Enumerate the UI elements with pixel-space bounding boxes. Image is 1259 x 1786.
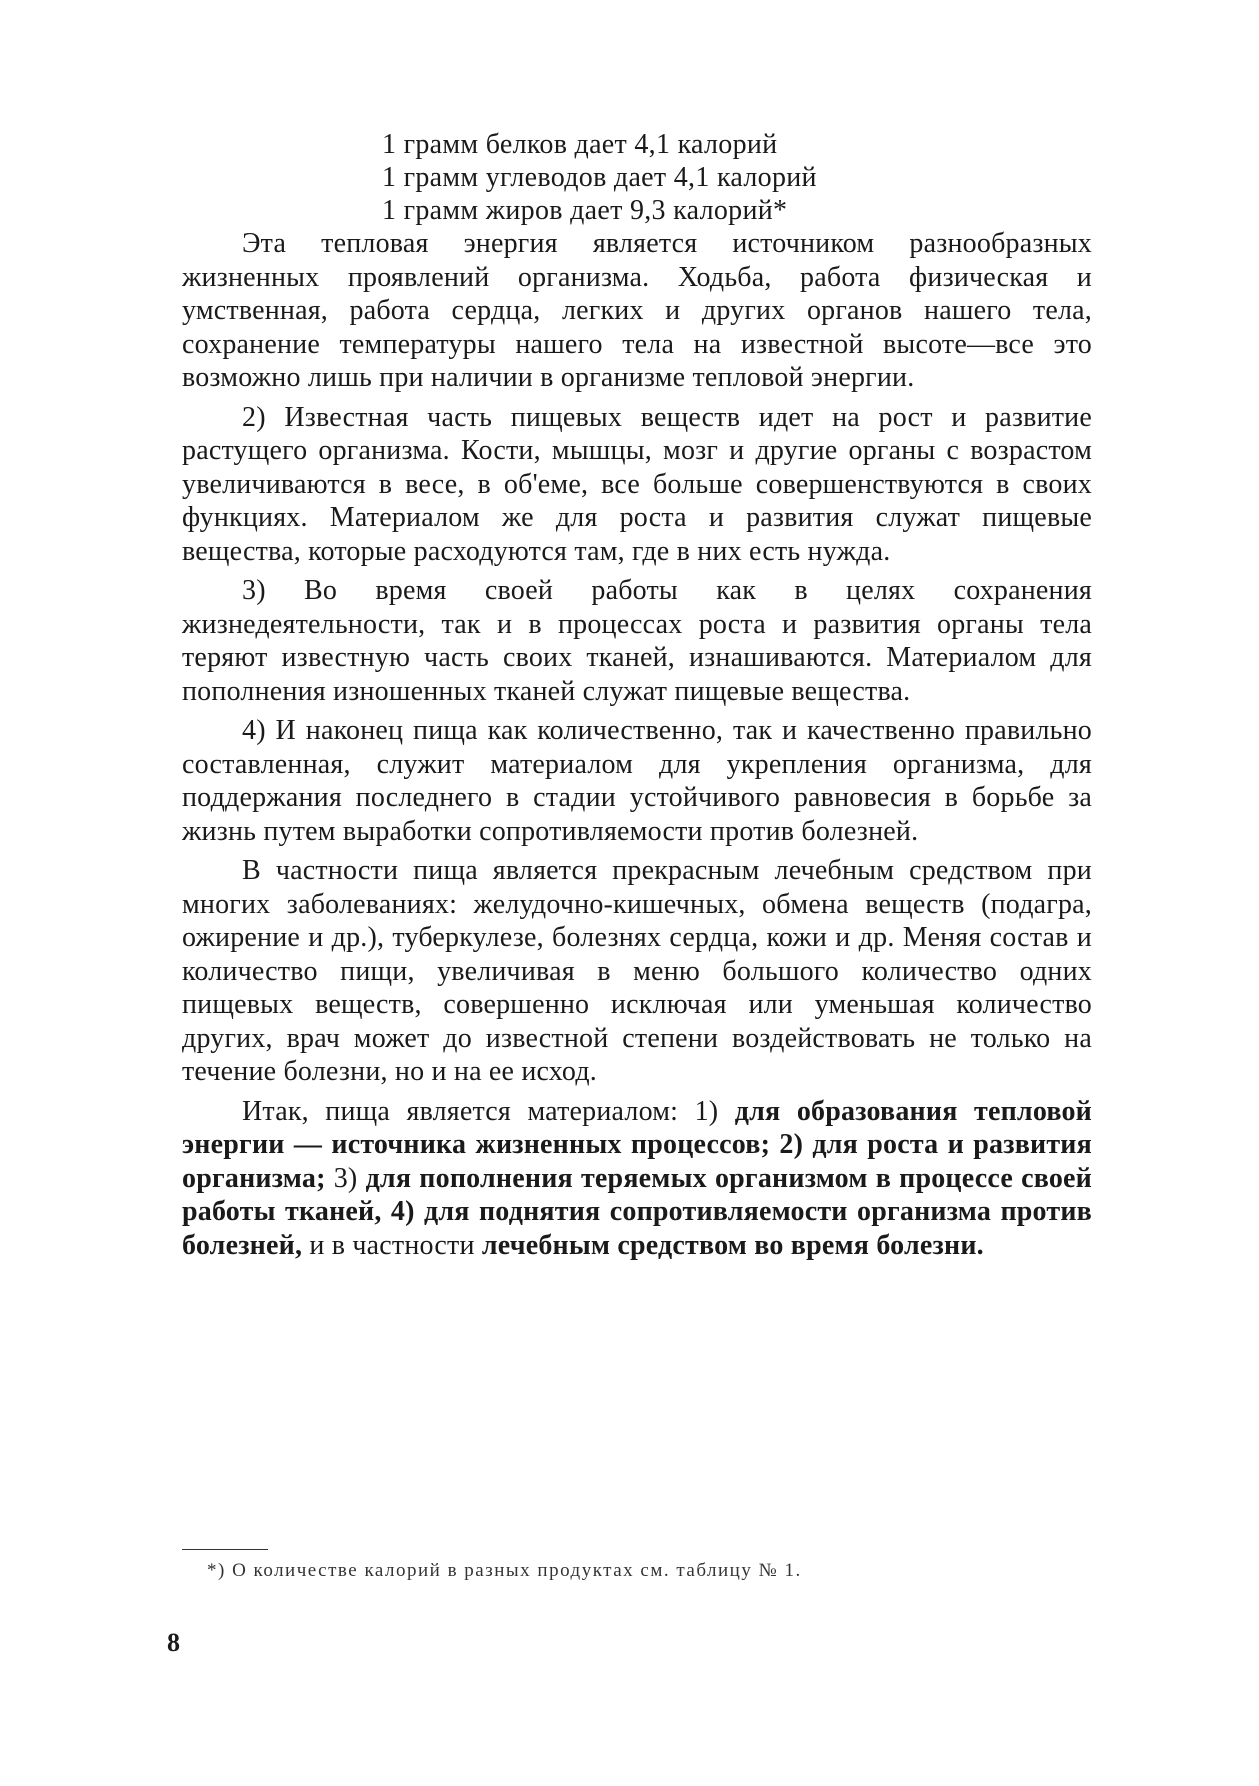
calorie-line-fats: 1 грамм жиров дает 9,3 калорий* [382,195,788,226]
summary-bold-2: для пополнения теряемых организмом в процессе своей работы тканей, 4) для поднятия сопротивляемости организма против болезней, [182,1162,1092,1261]
summary-bold-1: для образования тепловой энергии — источника жизненных процессов; 2) для роста и развития организма; [182,1095,1092,1194]
page-body [182,128,1092,1268]
paragraph-medical-use: В частности пища является прекрасным лечебным средством при многих заболеваниях: желудочно-кишечных, обмена веществ (подагра, ожирение и др.), туберкулезе, болезнях сердца, кожи и др. Меняя состав и количество пищи, увеличивая в меню большого количество одних пищевых веществ, совершенно исключая или уменьшая количество других, врач может до известной степени воздействовать не только на течение болезни, но и на ее исход. [182,855,1092,1087]
footnote: *) О количестве калорий в разных продуктах см. таблицу № 1. [207,1560,802,1581]
paragraph-summary [182,1095,1092,1263]
paragraph-tissue-replenishment: 3) Во время своей работы как в целях сохранения жизнедеятельности, так и в процессах роста и развития органы тела теряют известную часть своих тканей, изнашиваются. Материалом для пополнения изношенных тканей служат пищевые вещества. [182,575,1092,707]
footnote-divider [182,1549,268,1550]
summary-text-3: и в частности [302,1229,482,1261]
summary-text-2: 3) [325,1162,366,1194]
summary-text-1: Итак, пища является материалом: 1) [242,1095,735,1127]
paragraph-strengthening: 4) И наконец пища как количественно, так и качественно правильно составленная, служит материалом для укрепления организма, для поддержания последнего в стадии устойчивого равновесия в борьбе за жизнь путем выработки сопротивляемости против болезней. [182,715,1092,847]
summary-bold-3: лечебным средством во время болезни. [481,1229,984,1261]
calorie-line-carbohydrates: 1 грамм углеводов дает 4,1 калорий [382,162,817,193]
calorie-line-proteins: 1 грамм белков дает 4,1 калорий [382,129,778,160]
paragraph-growth: 2) Известная часть пищевых веществ идет на рост и развитие растущего организма. Кости, мышцы, мозг и другие органы с возрастом увеличиваются в весе, в об'еме, все больше совершенствуются в своих функциях. Материалом же для роста и развития служат пищевые вещества, которые расходуются там, где в них есть нужда. [182,401,1092,567]
paragraph-thermal-energy: Эта тепловая энергия является источником разнообразных жизненных проявлений организма. Ходьба, работа физическая и умственная, работа сердца, легких и других органов нашего тела, сохранение температуры нашего тела на известной высоте—все это возможно лишь при наличии в организме тепловой энергии. [182,228,1092,393]
page-number: 8 [167,1628,180,1657]
